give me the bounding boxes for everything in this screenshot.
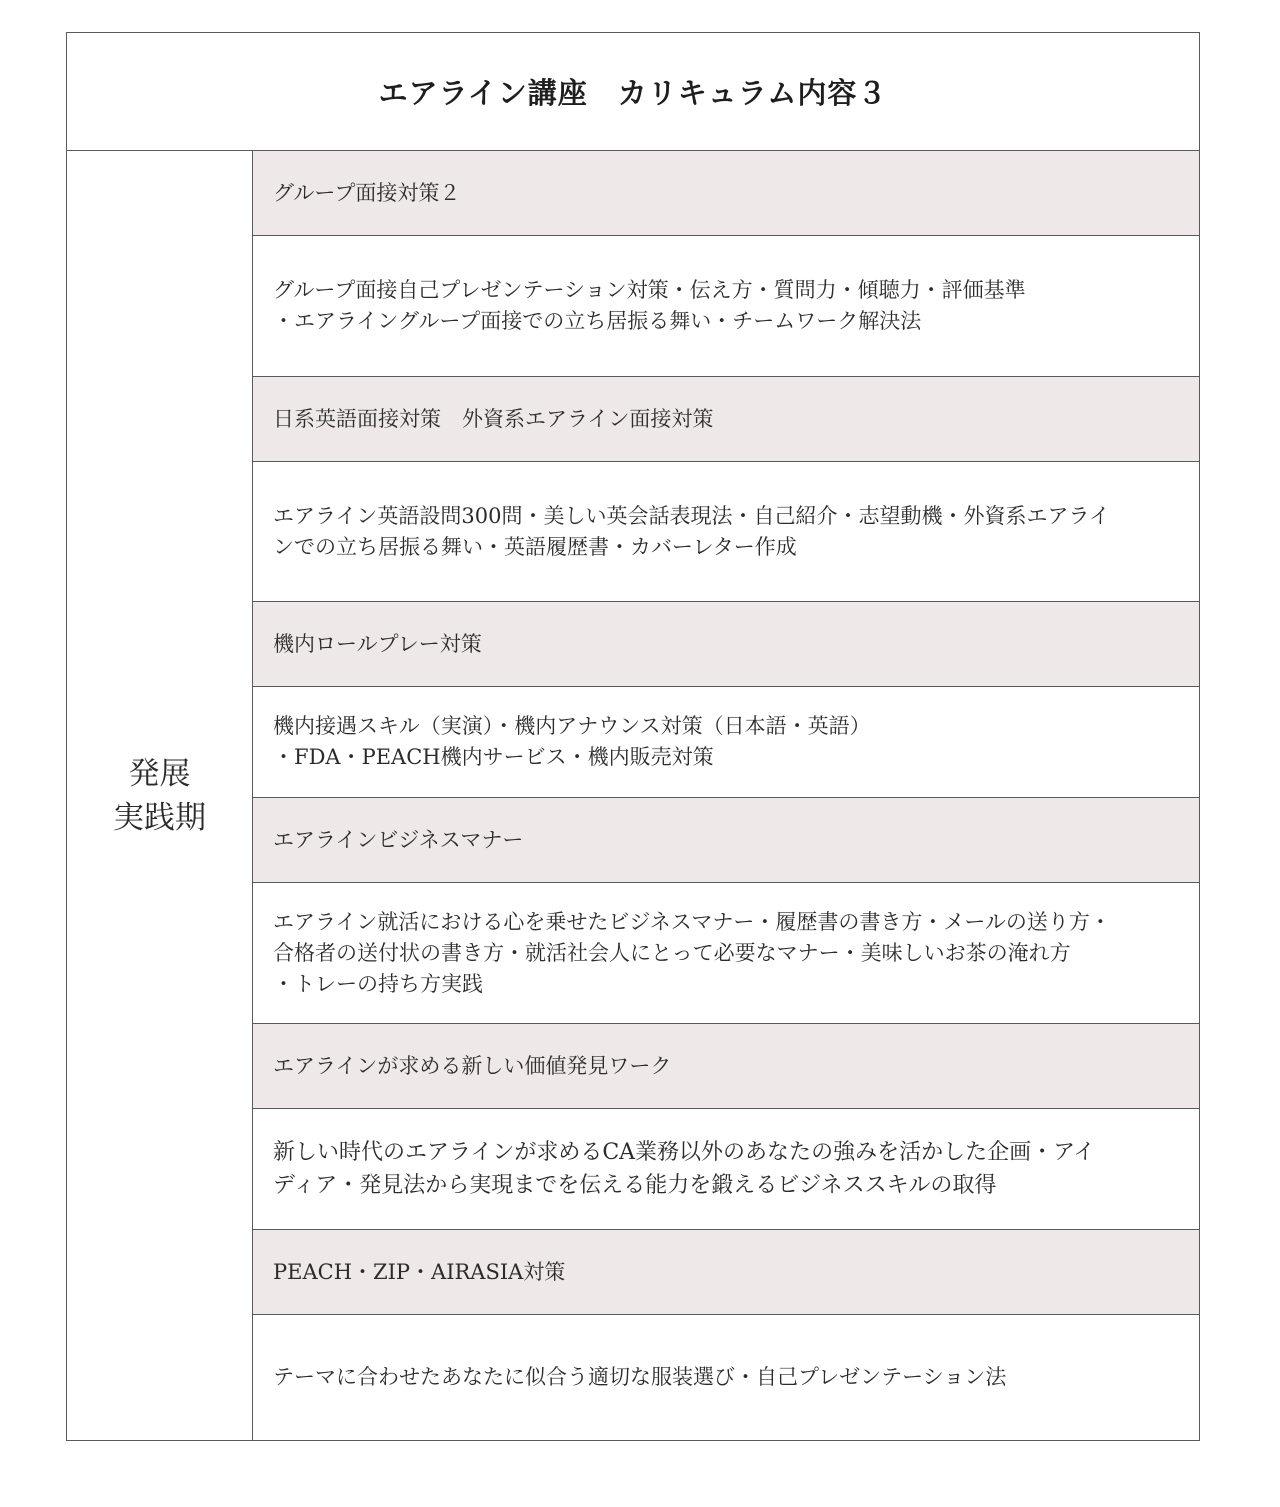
section-heading-row — [253, 377, 1199, 462]
section-heading-row — [253, 798, 1199, 883]
section-heading: エアラインが求める新しい価値発見ワーク — [273, 1053, 672, 1078]
section-body-row — [253, 883, 1199, 1024]
section-heading-row — [253, 151, 1199, 236]
section-body: 新しい時代のエアラインが求めるCA業務以外のあなたの強みを活かした企画・アイ ディア・発見法から実現までを伝える能力を鍛えるビジネススキルの取得 — [273, 1140, 1096, 1198]
section-body: エアライン就活における心を乗せたビジネスマナー・履歴書の書き方・メールの送り方・ 合格者の送付状の書き方・就活社会人にとって必要なマナー・美味しいお茶の淹れ方 ・トレーの持ち方実践 — [273, 909, 1111, 996]
section-heading-row — [253, 1230, 1199, 1315]
section-rows — [253, 151, 1199, 1440]
section-heading: 機内ロールプレー対策 — [273, 631, 482, 656]
section-body-row — [253, 462, 1199, 602]
section-heading: グループ面接対策２ — [273, 180, 461, 205]
section-heading-row — [253, 1024, 1199, 1109]
section-heading: 日系英語面接対策 外資系エアライン面接対策 — [273, 406, 714, 431]
section-body: グループ面接自己プレゼンテーション対策・伝え方・質問力・傾聴力・評価基準 ・エアライングループ面接での立ち居振る舞い・チームワーク解決法 — [273, 278, 1026, 333]
curriculum-table — [66, 32, 1200, 1441]
section-body: テーマに合わせたあなたに似合う適切な服装選び・自己プレゼンテーション法 — [273, 1364, 1007, 1389]
page-title: エアライン講座 カリキュラム内容３ — [378, 76, 888, 110]
section-heading-row — [253, 602, 1199, 687]
period-label-text: 発展 実践期 — [113, 755, 206, 836]
section-heading: PEACH・ZIP・AIRASIA対策 — [273, 1259, 566, 1284]
section-heading: エアラインビジネスマナー — [273, 827, 524, 852]
section-body-row — [253, 236, 1199, 377]
title-cell — [67, 33, 1199, 151]
section-body-row — [253, 1109, 1199, 1230]
section-body: エアライン英語設問300問・美しい英会話表現法・自己紹介・志望動機・外資系エアライ ンでの立ち居振る舞い・英語履歴書・カバーレター作成 — [273, 503, 1110, 559]
period-label — [113, 752, 206, 840]
period-cell — [67, 151, 253, 1440]
section-body: 機内接遇スキル（実演）・機内アナウンス対策（日本語・英語） ・FDA・PEACH機内サービス・機内販売対策 — [273, 714, 871, 769]
section-body-row — [253, 1315, 1199, 1439]
section-body-row — [253, 687, 1199, 798]
